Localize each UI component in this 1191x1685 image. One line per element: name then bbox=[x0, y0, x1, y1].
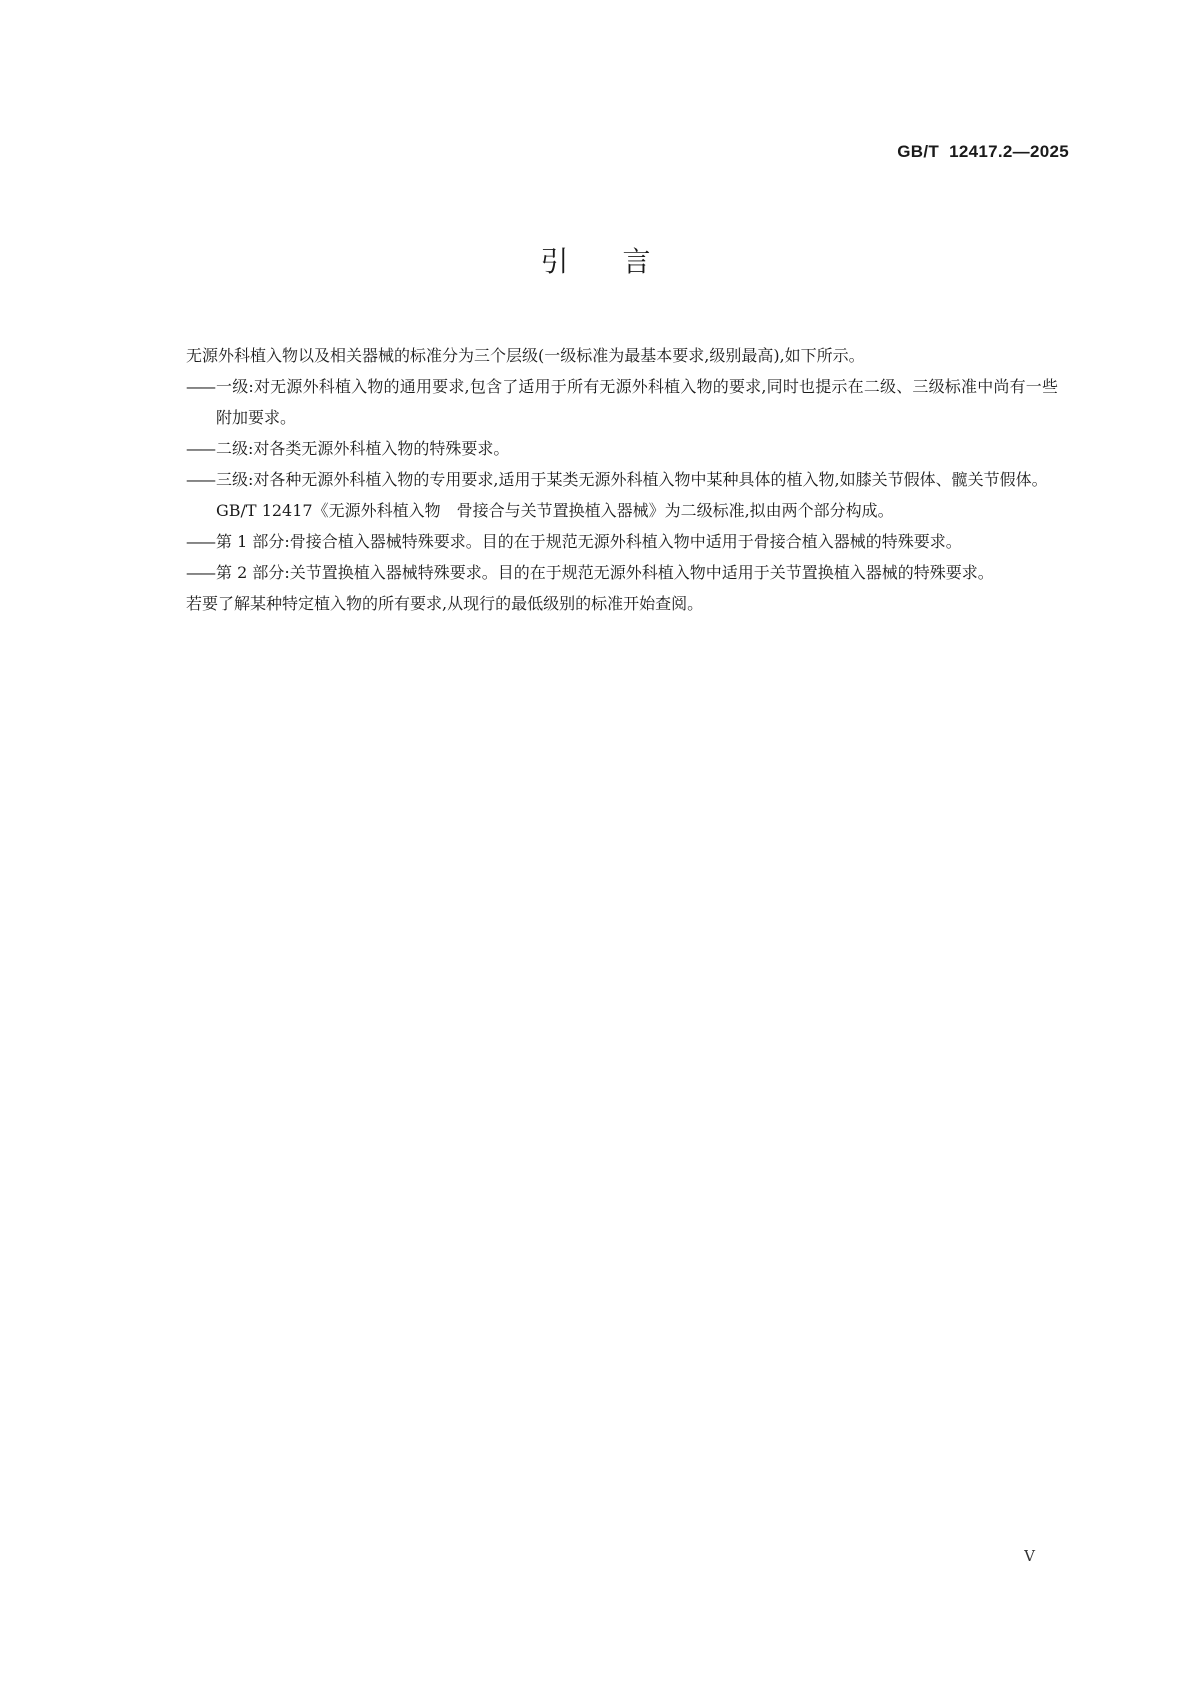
dash-marker: —— bbox=[186, 439, 214, 458]
dash-marker: —— bbox=[186, 532, 214, 551]
level-item-text: 二级:对各类无源外科植入物的特殊要求。 bbox=[216, 439, 510, 458]
dash-marker: —— bbox=[186, 377, 214, 396]
page-number: V bbox=[1024, 1547, 1035, 1565]
part-item-text: 第 2 部分:关节置换植入器械特殊要求。目的在于规范无源外科植入物中适用于关节置换植入器械的特殊要求。 bbox=[216, 563, 994, 582]
section-title: 引言 bbox=[540, 245, 705, 278]
part-item-text: 第 1 部分:骨接合植入器械特殊要求。目的在于规范无源外科植入物中适用于骨接合植入器械的特殊要求。 bbox=[216, 532, 962, 551]
level-item-text: 一级:对无源外科植入物的通用要求,包含了适用于所有无源外科植入物的要求,同时也提示在二级、三级标准中尚有一些附加要求。 bbox=[216, 377, 1058, 427]
part-item-1 bbox=[142, 526, 1058, 557]
part-item-2 bbox=[142, 557, 1058, 588]
standard-code: GB/T 12417.2—2025 bbox=[897, 142, 1069, 161]
intro-paragraph: 无源外科植入物以及相关器械的标准分为三个层级(一级标准为最基本要求,级别最高),如下所示。 bbox=[186, 346, 865, 365]
series-statement: GB/T 12417《无源外科植入物 骨接合与关节置换植入器械》为二级标准,拟由两个部分构成。 bbox=[216, 501, 894, 520]
dash-marker: —— bbox=[186, 563, 214, 582]
level-item-2 bbox=[142, 433, 1058, 464]
closing-paragraph: 若要了解某种特定植入物的所有要求,从现行的最低级别的标准开始查阅。 bbox=[186, 594, 704, 613]
level-item-1 bbox=[142, 371, 1058, 433]
level-item-text: 三级:对各种无源外科植入物的专用要求,适用于某类无源外科植入物中某种具体的植入物,如膝关节假体、髋关节假体。 bbox=[216, 470, 1048, 489]
level-item-3 bbox=[142, 464, 1058, 495]
introduction-body bbox=[142, 340, 1058, 619]
dash-marker: —— bbox=[186, 470, 214, 489]
